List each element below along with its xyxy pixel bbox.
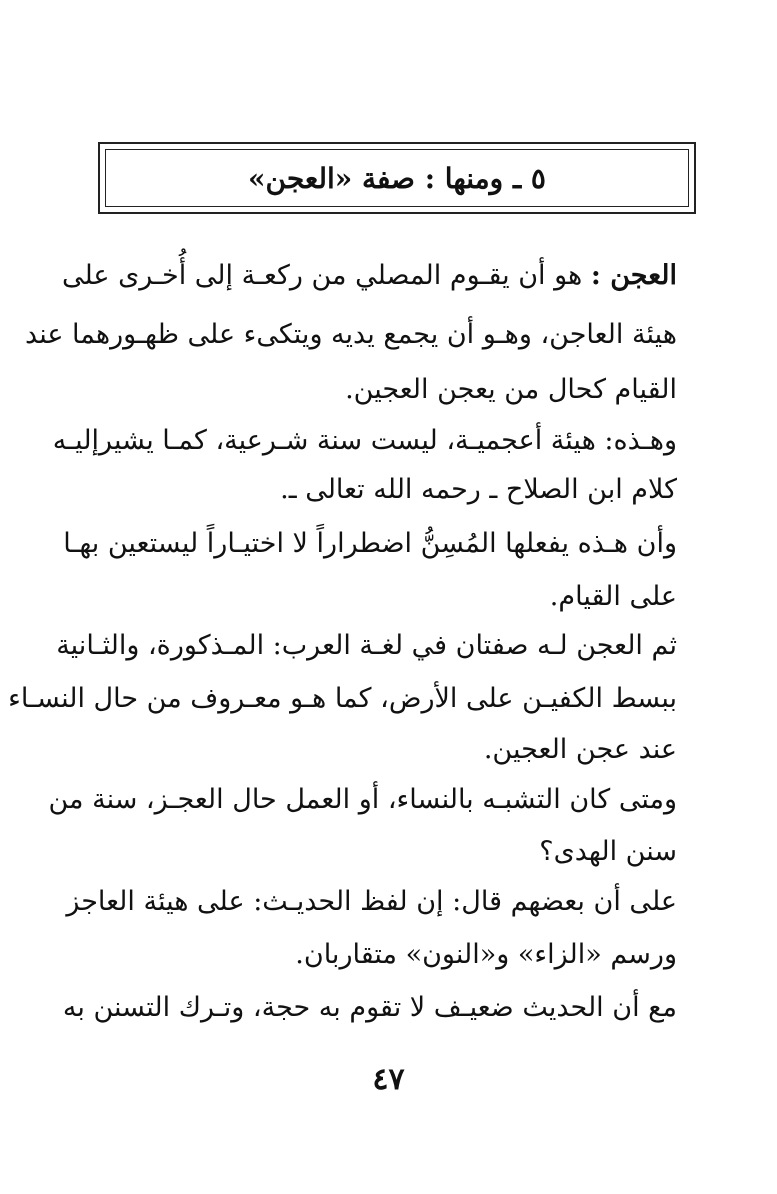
text-line-6: وأن هـذه يفعلها المُسِنُّ اضطراراً لا اختيـاراً ليستعين بهـا [63, 528, 677, 559]
text-line-3: القيام كحال من يعجن العجين. [345, 374, 677, 405]
section-title-inner-frame [105, 149, 689, 207]
text-line-15: مع أن الحديث ضعيـف لا تقوم به حجة، وتـرك التسنن به [62, 992, 677, 1023]
text-line-9: ببسط الكفيـن على الأرض، كما هـو معـروف من حال النسـاء [8, 683, 677, 714]
text-line-14: ورسم «الزاء» و«النون» متقاربان. [295, 939, 677, 970]
text-line-5: كلام ابن الصلاح ـ رحمه الله تعالى ـ. [280, 474, 677, 505]
section-title: ٥ ـ ومنها : صفة «العجن» [248, 161, 546, 195]
text-line-7: على القيام. [549, 581, 677, 612]
text-line-8: ثم العجن لـه صفتان في لغـة العرب: المـذكورة، والثـانية [56, 630, 677, 661]
section-title-frame [98, 142, 696, 214]
text-line-13: على أن بعضهم قال: إن لفظ الحديـث: على هيئة العاجز [66, 886, 677, 917]
term-label: العجن : [590, 260, 677, 291]
text-line-1-body: هو أن يقـوم المصلي من ركعـة إلى أُخـرى على [61, 260, 591, 291]
page-number: ٤٧ [372, 1062, 405, 1097]
text-line-2: هيئة العاجن، وهـو أن يجمع يديه ويتكىء على ظهـورهما عند [25, 319, 677, 350]
text-line-4: وهـذه: هيئة أعجميـة، ليست سنة شـرعية، كمـا يشيرإليـه [52, 425, 677, 456]
text-line-1 [61, 254, 677, 298]
text-line-11: ومتى كان التشبـه بالنساء، أو العمل حال العجـز، سنة من [48, 784, 677, 815]
text-line-10: عند عجن العجين. [483, 734, 677, 765]
text-line-12: سنن الهدى؟ [539, 836, 677, 867]
